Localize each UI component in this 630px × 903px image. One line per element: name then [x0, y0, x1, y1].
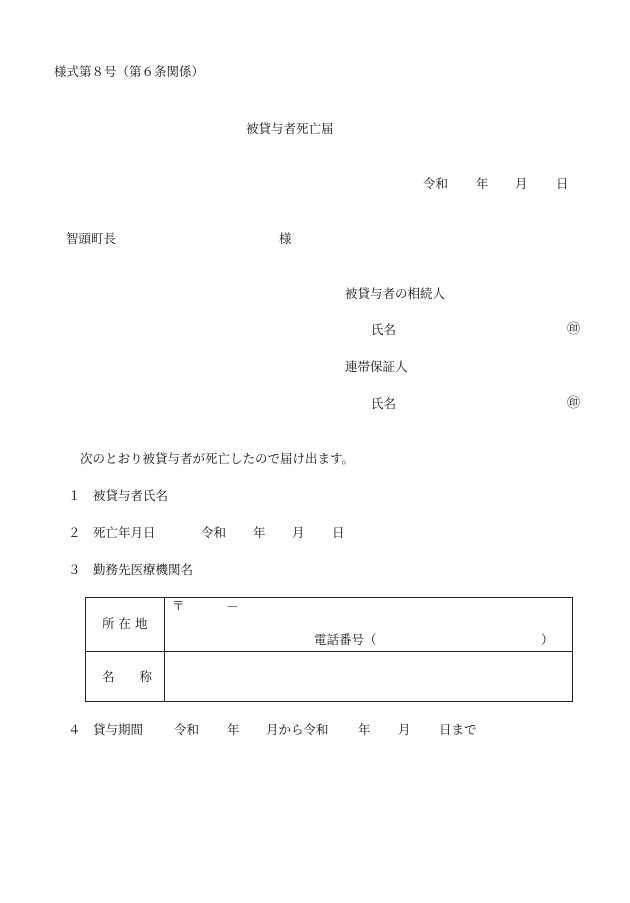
item-2-era: 令和	[201, 525, 227, 540]
guarantor-seal-icon: ㊞	[567, 396, 581, 411]
phone-close: ）	[541, 632, 554, 647]
item-3-number: ３	[68, 562, 81, 577]
date-month: 月	[515, 176, 528, 191]
item-1-number: １	[68, 488, 81, 503]
date-era: 令和	[423, 176, 449, 191]
item-4-era: 令和	[174, 722, 200, 737]
heir-label: 被貸与者の相続人	[345, 286, 446, 301]
date-day: 日	[556, 176, 569, 191]
workplace-table	[85, 597, 573, 702]
table-column-divider	[164, 598, 165, 701]
item-3-label: 勤務先医療機関名	[93, 562, 194, 577]
form-number: 様式第８号（第６条関係）	[54, 64, 205, 79]
postal-dash: －	[226, 599, 239, 614]
phone-label: 電話番号（	[314, 632, 377, 647]
guarantor-label: 連帯保証人	[345, 359, 408, 374]
document-title: 被貸与者死亡届	[246, 121, 334, 136]
heir-seal-icon: ㊞	[567, 322, 581, 337]
item-4-month-end: 月	[398, 722, 411, 737]
date-year: 年	[476, 176, 489, 191]
institution-name-label: 名 称	[102, 669, 153, 684]
item-4-from: 月から令和	[266, 722, 329, 737]
item-4-number: ４	[68, 722, 81, 737]
item-2-number: ２	[68, 525, 81, 540]
addressee-name: 智頭町長	[66, 231, 117, 246]
table-row-divider	[86, 651, 572, 652]
item-4-until: 日まで	[439, 722, 477, 737]
item-2-day: 日	[332, 525, 345, 540]
postal-mark-icon: 〒	[172, 598, 185, 613]
item-4-label: 貸与期間	[93, 722, 144, 737]
item-2-year: 年	[253, 525, 266, 540]
addressee-suffix: 様	[279, 231, 292, 246]
address-label: 所 在 地	[102, 616, 148, 631]
item-2-month: 月	[292, 525, 305, 540]
item-1-label: 被貸与者氏名	[93, 488, 169, 503]
guarantor-name-label: 氏名	[371, 396, 397, 411]
item-2-label: 死亡年月日	[93, 525, 156, 540]
item-4-year-end: 年	[358, 722, 371, 737]
item-4-year-start: 年	[227, 722, 240, 737]
statement: 次のとおり被貸与者が死亡したので届け出ます。	[80, 451, 355, 466]
heir-name-label: 氏名	[371, 322, 397, 337]
